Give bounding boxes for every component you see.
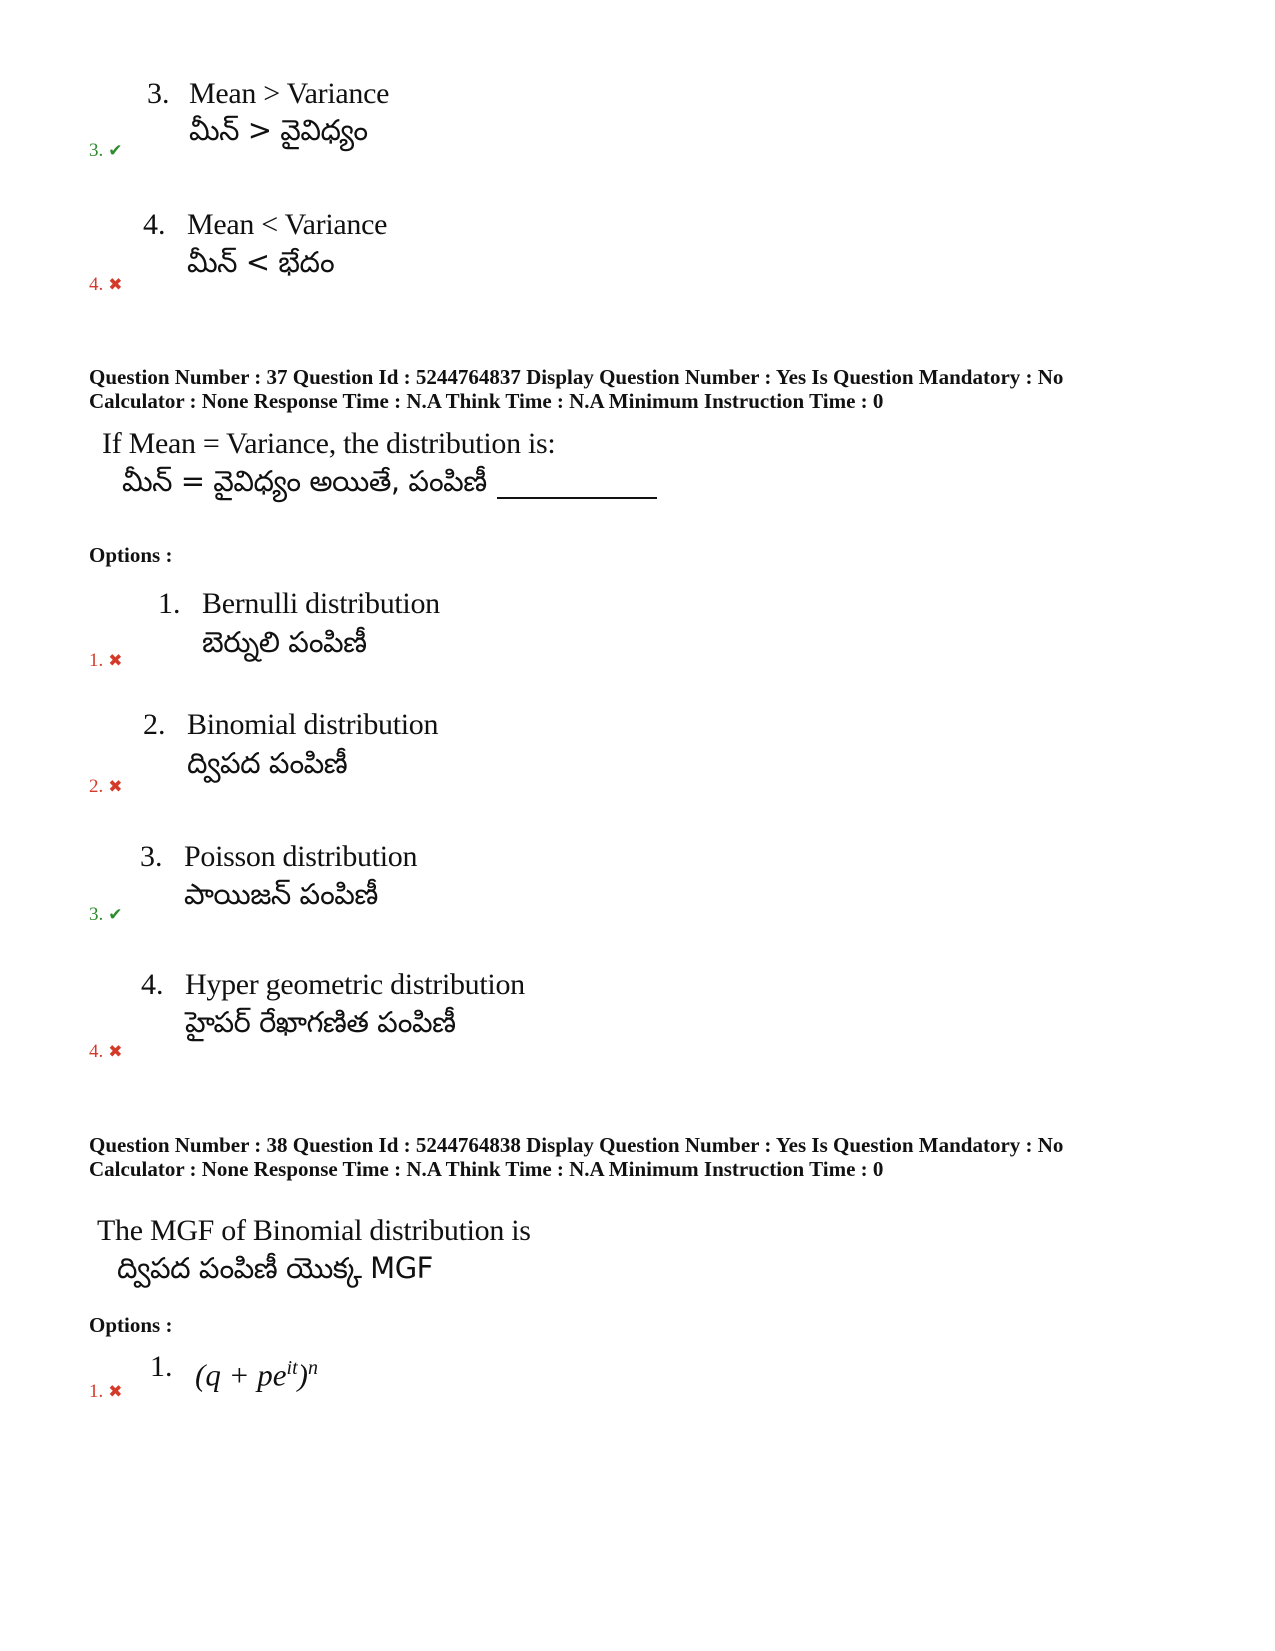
- option-text-telugu: హైపర్ రేఖాగణిత పంపిణీ: [185, 1005, 456, 1039]
- option-text-english: Bernulli distribution: [202, 587, 440, 620]
- question-text-english: If Mean = Variance, the distribution is:: [102, 427, 556, 460]
- option-text-telugu: బెర్నులి పంపిణీ: [202, 625, 367, 659]
- option-number: 4.: [141, 968, 164, 1001]
- option-number: 1.: [150, 1350, 173, 1383]
- cross-icon: ✖: [108, 1382, 123, 1402]
- option-text-telugu: పాయిజన్ పంపిణీ: [184, 877, 378, 911]
- option-text-english: Poisson distribution: [184, 840, 418, 873]
- answer-marker: 4. ✖: [89, 1041, 123, 1062]
- option-text-telugu: మీన్ > వైవిధ్యం: [189, 113, 368, 147]
- answer-marker: 1. ✖: [89, 1381, 123, 1402]
- answer-marker: 3. ✔: [89, 904, 123, 925]
- answer-marker: 1. ✖: [89, 650, 123, 671]
- cross-icon: ✖: [108, 1042, 123, 1062]
- option-text-english: Mean < Variance: [187, 208, 388, 241]
- question-text-english: The MGF of Binomial distribution is: [97, 1214, 531, 1247]
- question-meta-line: Calculator : None Response Time : N.A Think Time : N.A Minimum Instruction Time : 0: [89, 1157, 884, 1181]
- question-meta-line: Calculator : None Response Time : N.A Think Time : N.A Minimum Instruction Time : 0: [89, 389, 884, 413]
- option-number: 4.: [143, 208, 166, 241]
- answer-marker: 2. ✖: [89, 776, 123, 797]
- option-number: 2.: [143, 708, 166, 741]
- option-text-english: Binomial distribution: [187, 708, 439, 741]
- question-text-telugu: ద్విపద పంపిణీ యొక్క MGF: [117, 1251, 433, 1285]
- option-text-english: Mean > Variance: [189, 77, 390, 110]
- question-text-telugu: మీన్ = వైవిధ్యం అయితే, పంపిణీ: [122, 463, 657, 499]
- option-number: 3.: [140, 840, 163, 873]
- answer-marker: 3. ✔: [89, 140, 123, 161]
- answer-marker: 4. ✖: [89, 274, 123, 295]
- question-meta-line: Question Number : 37 Question Id : 5244764837 Display Question Number : Yes Is Question Mandatory : No: [89, 365, 1064, 389]
- option-math-expression: $(q + pe^{it})^n$: [195, 1357, 318, 1393]
- options-label: Options :: [89, 543, 173, 567]
- question-meta-line: Question Number : 38 Question Id : 5244764838 Display Question Number : Yes Is Question Mandatory : No: [89, 1133, 1064, 1157]
- option-text-telugu: మీన్ < భేదం: [187, 245, 335, 279]
- check-icon: ✔: [108, 141, 123, 161]
- cross-icon: ✖: [108, 651, 123, 671]
- check-icon: ✔: [108, 905, 123, 925]
- options-label: Options :: [89, 1313, 173, 1337]
- cross-icon: ✖: [108, 777, 123, 797]
- cross-icon: ✖: [108, 275, 123, 295]
- option-number: 1.: [158, 587, 181, 620]
- option-text-english: Hyper geometric distribution: [185, 968, 525, 1001]
- option-text-telugu: ద్విపద పంపిణీ: [187, 746, 348, 780]
- answer-blank-line: [497, 469, 657, 499]
- option-number: 3.: [147, 77, 170, 110]
